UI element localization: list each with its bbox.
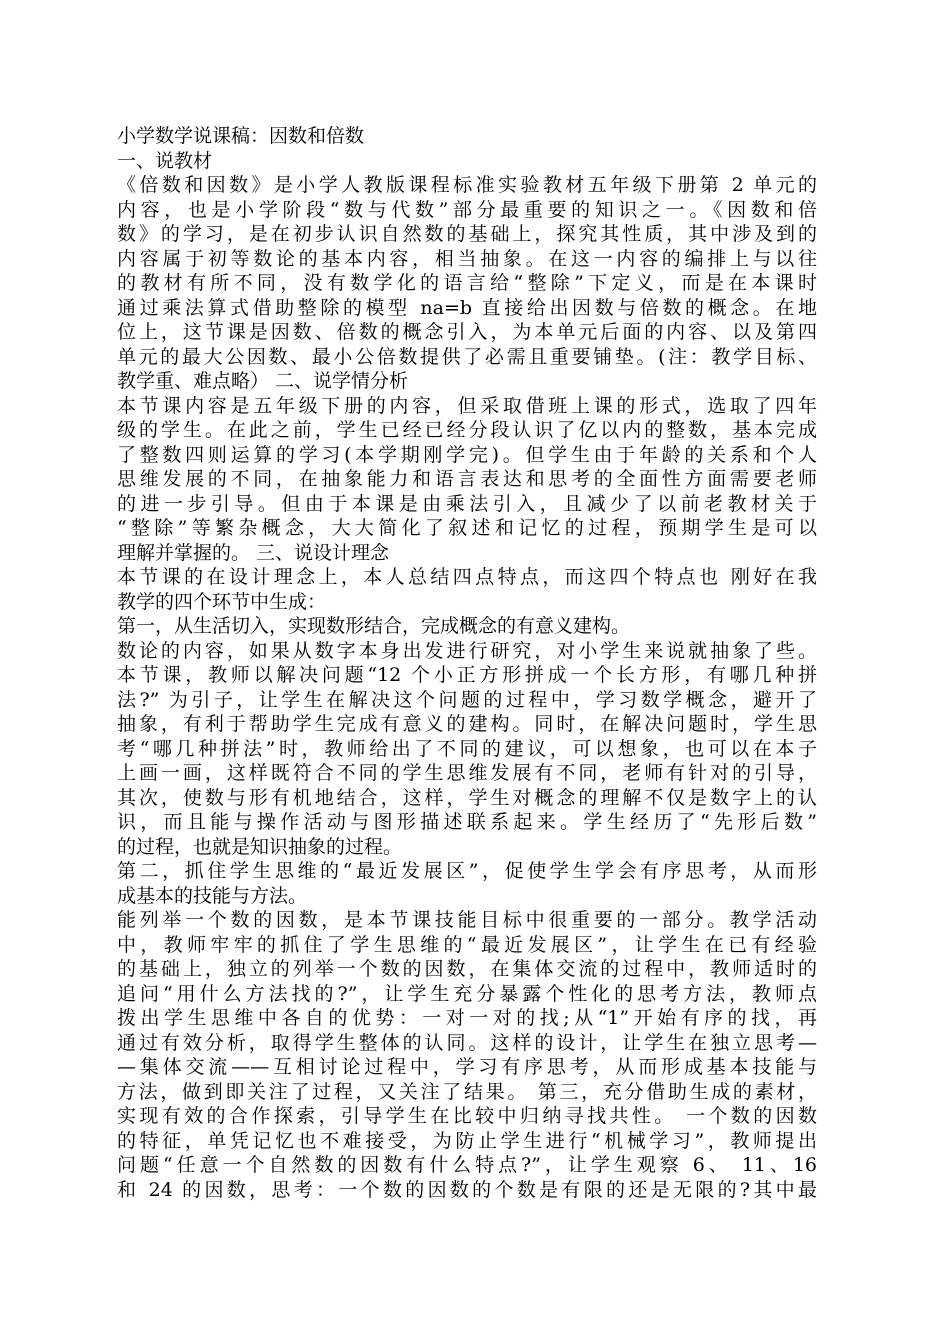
text-line: 追问“用什么方法找的?”，让学生充分暴露个性化的思考方法，教师点 [117, 982, 817, 1005]
text-line: 数》的学习，是在初步认识自然数的基础上，探究其性质，其中涉及到的 [117, 223, 817, 245]
text-line: 方法，做到即关注了过程，又关注了结果。 第三，充分借助生成的素材， [117, 1080, 817, 1103]
text-line: 的教材有所不同，没有数学化的语言给“整除”下定义，而是在本课时 [117, 272, 817, 294]
text-line: 拨出学生思维中各自的优势：一对一对的找;从“1”开始有序的找，再 [117, 1007, 817, 1029]
text-line: 理解并掌握的。 三、说设计理念 [117, 541, 390, 564]
text-line: 《倍数和因数》是小学人教版课程标准实验教材五年级下册第 2 单元的 [117, 174, 817, 196]
text-line: 的基础上，独立的列举一个数的因数，在集体交流的过程中，教师适时的 [117, 958, 817, 980]
text-line: 了整数四则运算的学习(本学期刚学完)。但学生由于年龄的关系和个人 [117, 443, 817, 466]
text-line: 法?” 为引子，让学生在解决这个问题的过程中，学习数学概念，避开了 [117, 688, 817, 711]
text-line: —集体交流——互相讨论过程中，学习有序思考，从而形成基本技能与 [117, 1056, 817, 1078]
text-line: 考“哪几种拼法”时，教师给出了不同的建议，可以想象，也可以在本子 [117, 737, 817, 760]
text-line: 能列举一个数的因数，是本节课技能目标中很重要的一部分。教学活动 [117, 909, 817, 931]
text-line: 中，教师牢牢的抓住了学生思维的“最近发展区”，让学生在已有经验 [117, 933, 817, 956]
text-line: 问题“任意一个自然数的因数有什么特点?”，让学生观察 6、 11、16 [117, 1154, 817, 1176]
text-line: 位上，这节课是因数、倍数的概念引入，为本单元后面的内容、以及第四 [117, 321, 817, 343]
text-line: 上画一画，这样既符合不同的学生思维发展有不同，老师有针对的引导， [117, 762, 817, 784]
document-title: 小学数学说课稿：因数和倍数 [117, 125, 365, 147]
text-line: 通过乘法算式借助整除的模型 na=b 直接给出因数与倍数的概念。在地 [117, 296, 817, 319]
text-line: 内容，也是小学阶段“数与代数”部分最重要的知识之一。《因数和倍 [117, 198, 817, 221]
text-line: 识，而且能与操作活动与图形描述联系起来。学生经历了“先形后数” [117, 811, 817, 833]
text-line: 其次，使数与形有机地结合，这样，学生对概念的理解不仅是数字上的认 [117, 786, 817, 809]
text-line: 抽象，有利于帮助学生完成有意义的建构。同时，在解决问题时，学生思 [117, 713, 817, 735]
text-line: 教学的四个环节中生成： [117, 590, 327, 613]
text-line: 本节课的在设计理念上，本人总结四点特点，而这四个特点也 刚好在我 [117, 566, 817, 588]
text-line: 单元的最大公因数、最小公倍数提供了必需且重要铺垫。(注：教学目标、 [117, 345, 817, 368]
text-line: 通过有效分析，取得学生整体的认同。这样的设计，让学生在独立思考— [117, 1031, 817, 1054]
text-line: “整除”等繁杂概念，大大简化了叙述和记忆的过程，预期学生是可以 [117, 517, 817, 539]
text-line: 内容属于初等数论的基本内容，相当抽象。在这一内容的编排上与以往 [117, 247, 817, 270]
text-line: 本节课，教师以解决问题“12 个小正方形拼成一个长方形，有哪几种拼 [117, 664, 817, 686]
text-line: 第二，抓住学生思维的“最近发展区”，促使学生学会有序思考，从而形 [117, 860, 817, 882]
text-line: 本节课内容是五年级下册的内容，但采取借班上课的形式，选取了四年 [117, 394, 817, 417]
text-line: 数论的内容，如果从数字本身出发进行研究，对小学生来说就抽象了些。 [117, 639, 817, 662]
text-line: 和 24 的因数，思考：一个数的因数的个数是有限的还是无限的?其中最 [117, 1178, 817, 1201]
text-line: 思维发展的不同，在抽象能力和语言表达和思考的全面性方面需要老师 [117, 468, 817, 490]
text-line: 的特征，单凭记忆也不难接受，为防止学生进行“机械学习”，教师提出 [117, 1129, 817, 1152]
text-line: 实现有效的合作探索，引导学生在比较中归纳寻找共性。 一个数的因数 [117, 1105, 817, 1127]
text-line: 的进一步引导。但由于本课是由乘法引入，且减少了以前老教材关于 [117, 492, 817, 515]
text-line: 教学重、难点略） 二、说学情分析 [117, 370, 409, 392]
document-body [117, 124, 817, 1202]
text-line: 的过程，也就是知识抽象的过程。 [117, 835, 403, 858]
text-line: 成基本的技能与方法。 [117, 884, 308, 907]
text-line: 级的学生。在此之前，学生已经已经分段认识了亿以内的整数，基本完成 [117, 419, 817, 441]
section-heading: 一、说教材 [117, 149, 213, 172]
text-line: 第一，从生活切入，实现数形结合，完成概念的有意义建构。 [117, 615, 631, 637]
